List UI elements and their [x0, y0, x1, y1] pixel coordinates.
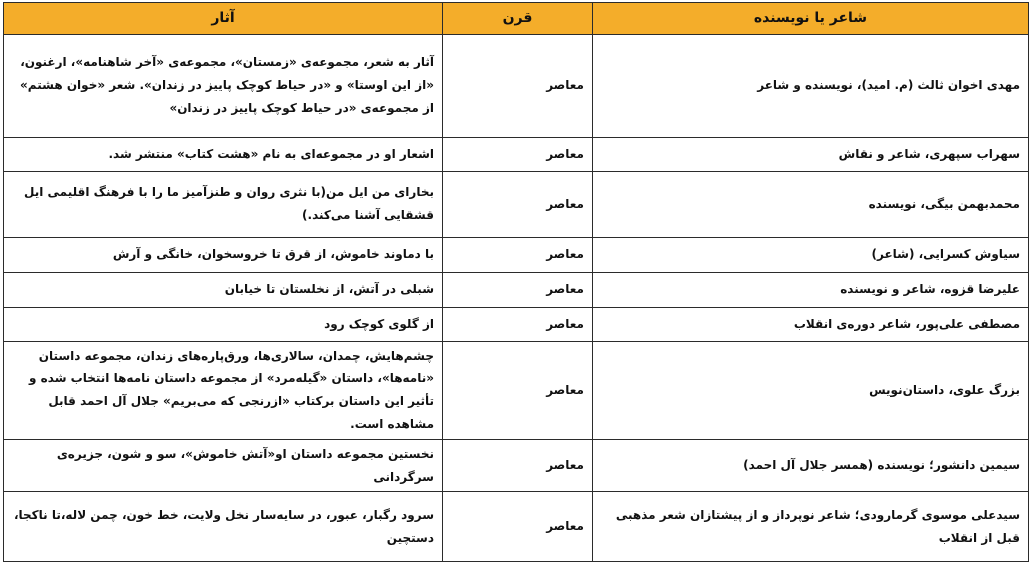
header-century: قرن [443, 3, 593, 35]
works-cell: اشعار او در مجموعه‌ای به نام «هشت کتاب» منتشر شد. [4, 137, 443, 171]
literature-table [3, 2, 1029, 562]
author-cell: سهراب سپهری، شاعر و نقاش [593, 137, 1029, 171]
table-row [4, 307, 1029, 341]
author-cell: علیرضا قزوه، شاعر و نویسنده [593, 272, 1029, 307]
century-cell: معاصر [443, 341, 593, 439]
works-cell: چشم‌هایش، چمدان، سالاری‌ها، ورق‌پاره‌های زندان، مجموعه داستان «نامه‌ها»، داستان «گیله‌مرد» از مجموعه داستان نامه‌ها انتخاب شده و تأثیر این داستان برکتاب «ازرنجی که می‌بریم» جلال آل احمد قابل مشاهده است. [4, 341, 443, 439]
works-cell: سرود رگبار، عبور، در سایه‌سار نخل ولایت، خط خون، چمن لاله،تا ناکجا، دستچین [4, 492, 443, 562]
author-cell: سیدعلی موسوی گرمارودی؛ شاعر نوپرداز و از پیشتازان شعر مذهبی قبل از انقلاب [593, 492, 1029, 562]
table-row [4, 272, 1029, 307]
works-cell: آثار به شعر، مجموعه‌ی «زمستان»، مجموعه‌ی «آخر شاهنامه»، ارغنون، «از این اوستا» و «در حیاط کوچک پاییز در زندان». شعر «خوان هشتم» از مجموعه‌ی «در حیاط کوچک پاییز در زندان» [4, 34, 443, 137]
works-cell: شبلی در آتش، از نخلستان تا خیابان [4, 272, 443, 307]
table-row [4, 237, 1029, 272]
works-cell: با دماوند خاموش، از قرق تا خروسخوان، خانگی و آرش [4, 237, 443, 272]
author-cell: سیمین دانشور؛ نویسنده (همسر جلال آل احمد) [593, 439, 1029, 492]
table-row [4, 34, 1029, 137]
author-cell: بزرگ علوی، داستان‌نویس [593, 341, 1029, 439]
table-row [4, 171, 1029, 237]
century-cell: معاصر [443, 137, 593, 171]
table-row [4, 341, 1029, 439]
author-cell: مصطفی علی‌پور، شاعر دوره‌ی انقلاب [593, 307, 1029, 341]
century-cell: معاصر [443, 307, 593, 341]
century-cell: معاصر [443, 171, 593, 237]
century-cell: معاصر [443, 34, 593, 137]
author-cell: سیاوش کسرایی، (شاعر) [593, 237, 1029, 272]
works-cell: بخارای من ایل من(با نثری روان و طنزآمیز ما را با فرهنگ اقلیمی ایل قشقایی آشنا می‌کند.) [4, 171, 443, 237]
century-cell: معاصر [443, 492, 593, 562]
table-row [4, 492, 1029, 562]
century-cell: معاصر [443, 272, 593, 307]
century-cell: معاصر [443, 439, 593, 492]
header-author: شاعر یا نویسنده [593, 3, 1029, 35]
table-row [4, 439, 1029, 492]
works-cell: از گلوی کوچک رود [4, 307, 443, 341]
table-row [4, 137, 1029, 171]
header-row [4, 3, 1029, 35]
works-cell: نخستین مجموعه داستان او«آتش خاموش»، سو و شون، جزیره‌ی سرگردانی [4, 439, 443, 492]
author-cell: محمدبهمن بیگی، نویسنده [593, 171, 1029, 237]
century-cell: معاصر [443, 237, 593, 272]
header-works: آثار [4, 3, 443, 35]
author-cell: مهدی اخوان ثالث (م. امید)، نویسنده و شاعر [593, 34, 1029, 137]
